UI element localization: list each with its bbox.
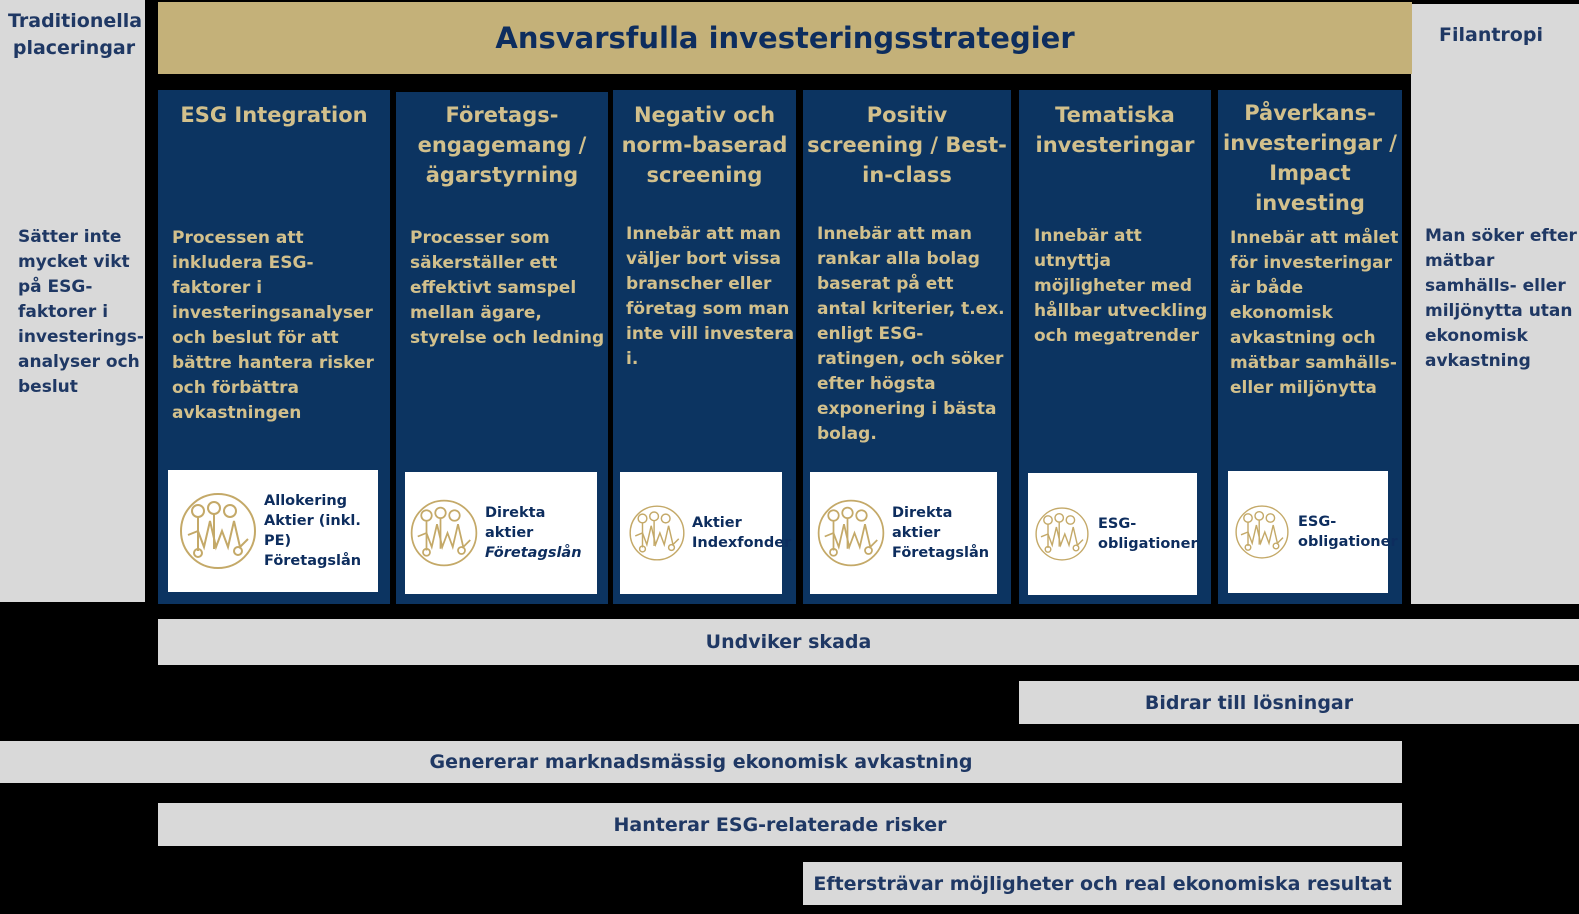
column-description: Innebär att man väljer bort vissa branscher eller företag som man inte vill investera i.: [626, 224, 795, 369]
asset-card: [1228, 471, 1398, 593]
column-description: Processer som säkerställer ett effektivt samspel mellan ägare, styrelse och ledning: [410, 228, 605, 348]
strategy-column-thematic: [1019, 90, 1211, 604]
philanthropy-body: Man söker efter mätbar samhälls- eller miljönytta utan ekonomisk avkastning: [1425, 226, 1577, 371]
saa-monogram-icon: [628, 504, 686, 562]
saa-monogram-icon: [409, 498, 479, 568]
outcome-bar-label: Hanterar ESG-relaterade risker: [613, 813, 947, 836]
card-label: [1298, 512, 1398, 552]
philanthropy-title: Filantropi: [1439, 24, 1543, 46]
saa-monogram-icon: [178, 491, 258, 571]
card-line: Allokering: [264, 493, 348, 509]
outcome-bar-label: Bidrar till lösningar: [1144, 691, 1354, 714]
card-line: Direkta aktier: [892, 505, 953, 541]
outcome-bar-avoid-harm: [158, 619, 1579, 665]
philanthropy-panel: [1411, 4, 1579, 604]
strategy-column-engagement: [396, 92, 608, 604]
asset-card: [405, 472, 597, 594]
card-line: Företagslån: [892, 545, 990, 561]
asset-card: [620, 472, 792, 594]
card-label: [892, 503, 997, 563]
card-line: Företagslån: [264, 553, 362, 569]
saa-monogram-icon: [816, 498, 886, 568]
card-line: Direkta aktier: [485, 505, 546, 541]
card-line: Indexfonder: [692, 535, 792, 551]
traditional-title: Traditionella placeringar: [8, 10, 143, 59]
card-line: ESG-: [1098, 516, 1137, 532]
asset-card: [1028, 473, 1197, 595]
strategy-column-negative-screening: [613, 90, 796, 604]
saa-monogram-icon: [1234, 504, 1290, 560]
card-line: Företagslån: [485, 545, 582, 561]
outcome-bar-solutions: [1019, 681, 1579, 724]
card-line: Aktier: [692, 515, 742, 531]
card-label: [1098, 514, 1198, 554]
column-description: Innebär att man rankar alla bolag baserat på ett antal kriterier, t.ex. enligt ESG-ratingen, och söker efter högsta exponering i bästa bolag.: [817, 224, 1005, 444]
column-description: Innebär att utnyttja möjligheter med hållbar utveckling och megatrender: [1034, 226, 1208, 346]
banner: [158, 2, 1412, 74]
outcome-bar-real-results: [803, 862, 1402, 905]
column-description: Processen att inkludera ESG-faktorer i investeringsanalyser och beslut för att bättre hantera risker och förbättra avkastningen: [172, 228, 374, 423]
outcome-bar-label: Undviker skada: [705, 631, 872, 653]
card-line: obligationer: [1298, 534, 1398, 550]
column-title: ESG Integration: [180, 103, 368, 127]
strategy-column-impact: [1218, 90, 1402, 604]
column-title: Påverkans-investeringar / Impact investing: [1223, 101, 1397, 215]
traditional-panel: [0, 0, 145, 602]
strategy-column-esg-integration: [158, 90, 390, 604]
card-line: ESG-: [1298, 514, 1337, 530]
asset-card: [810, 472, 997, 594]
card-label: [485, 503, 597, 563]
outcome-bar-esg-risks: [158, 803, 1402, 846]
column-title: Tematiska investeringar: [1035, 103, 1195, 157]
saa-monogram-icon: [1034, 506, 1090, 562]
column-title: Negativ och norm-baserad screening: [621, 103, 788, 187]
outcome-bar-market-return: [0, 741, 1402, 783]
asset-card: [168, 470, 378, 592]
column-title: Företags-engagemang / ägarstyrning: [417, 103, 587, 187]
traditional-body: Sätter inte mycket vikt på ESG-faktorer i investerings-analyser och beslut: [18, 227, 144, 397]
column-description: Innebär att målet för investeringar är både ekonomisk avkastning och mätbar samhälls- eller miljönytta: [1230, 228, 1399, 398]
card-label: [692, 513, 791, 553]
outcome-bar-label: Eftersträvar möjligheter och real ekonomiska resultat: [813, 872, 1392, 895]
card-label: [264, 491, 378, 571]
strategy-column-positive-screening: [803, 90, 1011, 604]
column-title: Positiv screening / Best-in-class: [807, 103, 1007, 187]
card-line: Aktier (inkl. PE): [264, 513, 361, 549]
card-line: obligationer: [1098, 536, 1198, 552]
outcome-bar-label: Genererar marknadsmässig ekonomisk avkastning: [429, 751, 973, 773]
banner-title: Ansvarsfulla investeringsstrategier: [495, 21, 1075, 55]
